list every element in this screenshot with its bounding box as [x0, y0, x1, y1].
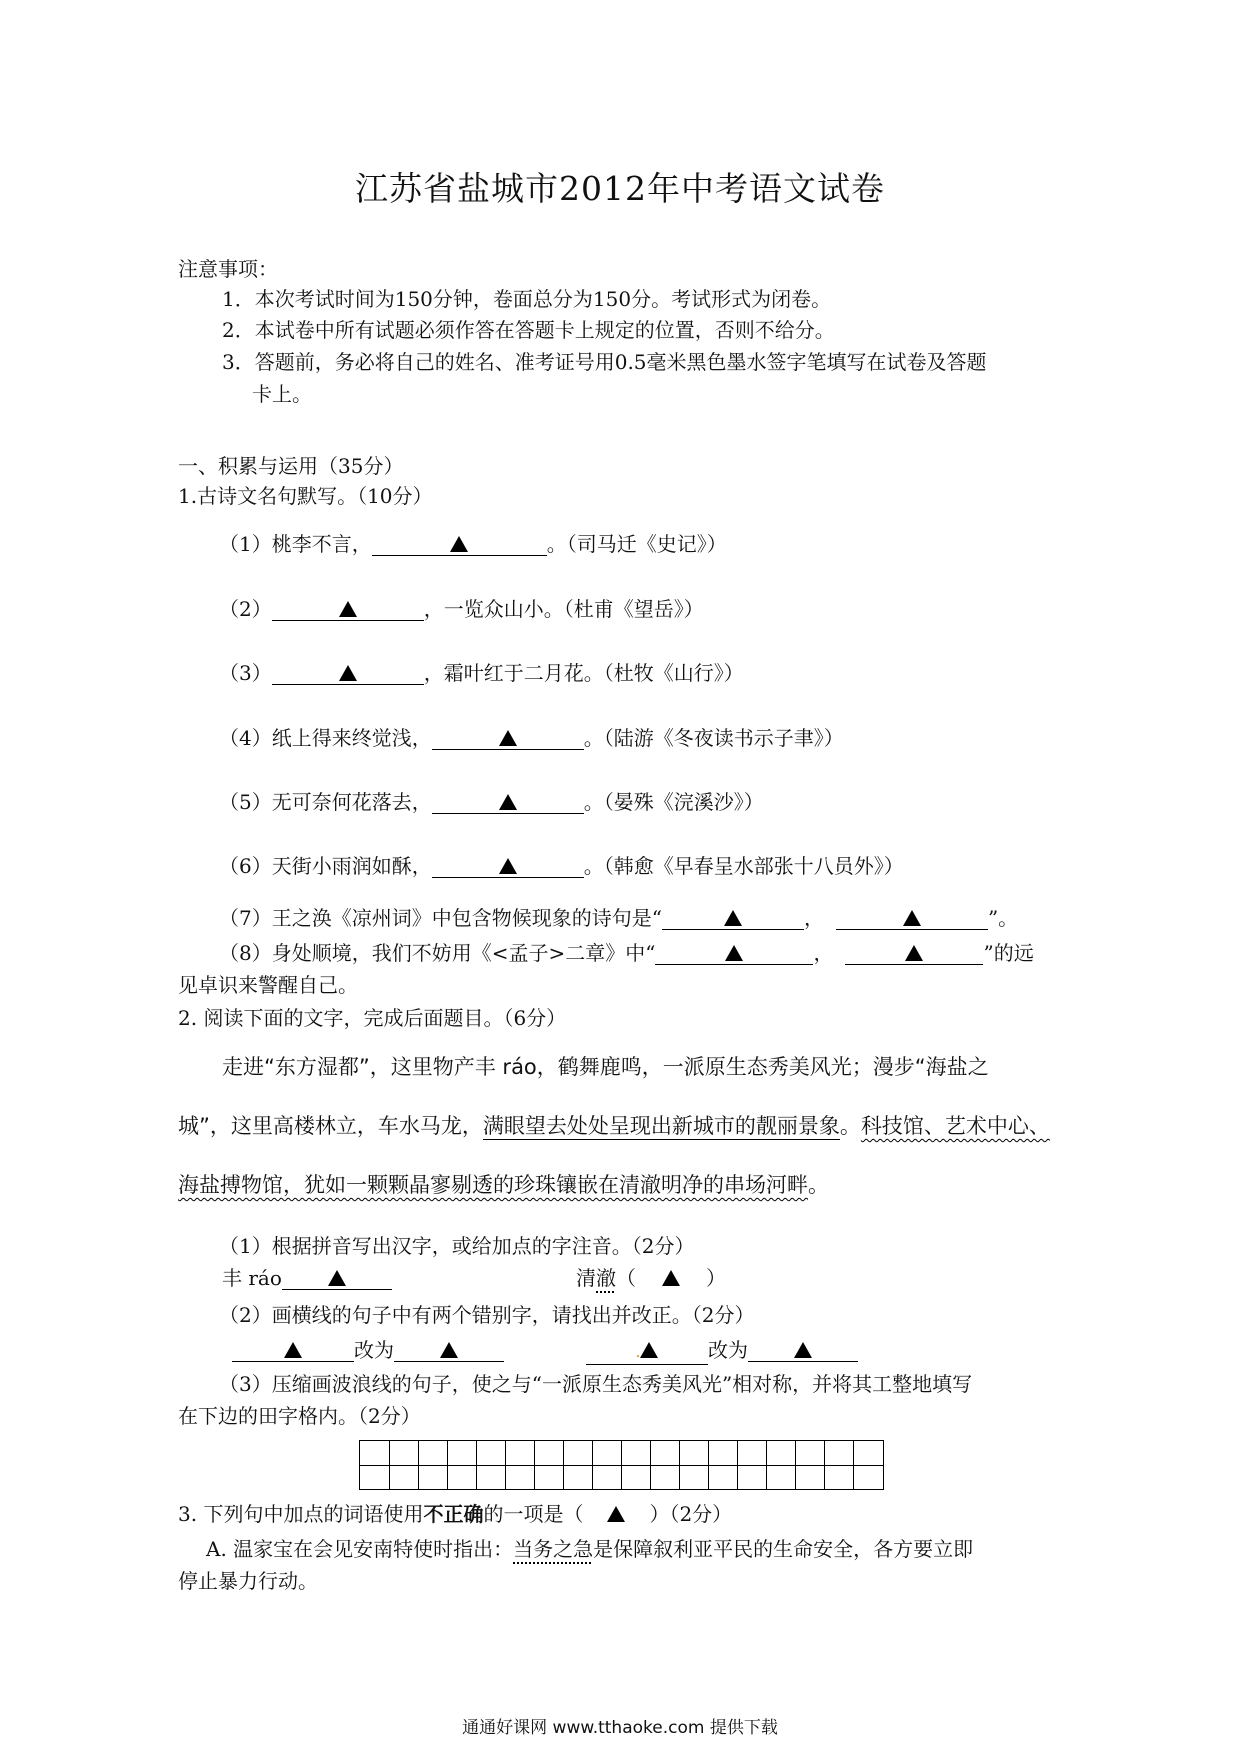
q1-item-7-post: ”。: [987, 906, 1019, 930]
q1-item-1: [219, 531, 727, 557]
q1-item-3-pre: （3）: [219, 661, 272, 685]
q3-prompt-pre: 3. 下列句中加点的词语使用: [178, 1502, 424, 1526]
triangle-icon: [328, 1270, 346, 1286]
triangle-icon: [640, 1342, 658, 1358]
change-to-label: 改为: [354, 1338, 394, 1362]
answer-grid[interactable]: [359, 1440, 884, 1490]
option-a-pre: A. 温家宝在会见安南特使时指出：: [206, 1537, 514, 1561]
q1-item-3: [219, 660, 744, 686]
q3-prompt-post: 的一项是（: [483, 1502, 584, 1526]
triangle-icon: [440, 1342, 458, 1358]
q2-sub-3: （3）压缩画波浪线的句子，使之与“一派原生态秀美风光”相对称，并将其工整地填写: [219, 1372, 973, 1396]
grid-divider: [650, 1441, 651, 1489]
q1-item-8-cont: 见卓识来警醒自己。: [178, 973, 358, 997]
grid-divider: [708, 1441, 709, 1489]
triangle-icon: [607, 1506, 625, 1522]
passage-text: 。: [839, 1114, 861, 1138]
q1-item-1-post: 。（司马迁《史记》）: [546, 532, 727, 556]
answer-blank[interactable]: [432, 855, 584, 878]
triangle-icon: [662, 1270, 680, 1286]
passage-text: 。: [808, 1173, 829, 1197]
q1-item-5: [219, 789, 764, 815]
q2-passage-line-2: [178, 1112, 1050, 1140]
q3-prompt-bold: 不正确: [423, 1502, 484, 1526]
triangle-icon: [339, 665, 357, 681]
answer-blank[interactable]: [432, 727, 584, 750]
q1-item-7-pre: （7）王之涣《凉州词》中包含物候现象的诗句是“: [219, 906, 662, 930]
underlined-sentence: 满眼望去处处呈现出新城市的靓丽景象: [482, 1114, 840, 1138]
wavy-sentence: 科技馆、艺术中心、: [860, 1114, 1050, 1138]
q1-item-7: [219, 905, 1018, 931]
q1-item-8-post: ”的远: [983, 941, 1034, 965]
q1-item-6: [219, 853, 904, 879]
triangle-icon: [724, 910, 742, 926]
dotted-char: 澈: [596, 1266, 616, 1290]
triangle-icon: [450, 536, 468, 552]
q3-option-a-cont: 停止暴力行动。: [178, 1569, 318, 1593]
grid-divider: [621, 1441, 622, 1489]
q1-item-4: [219, 725, 844, 751]
q1-item-6-pre: （6）天街小雨润如酥，: [219, 854, 432, 878]
paren-close: ）: [706, 1266, 726, 1290]
q1-item-8-mid: ，: [813, 941, 834, 965]
triangle-icon: [725, 945, 743, 961]
grid-divider: [853, 1441, 854, 1489]
q1-item-4-post: 。（陆游《冬夜读书示子聿》）: [583, 726, 844, 750]
wavy-sentence: ，犹如一颗颗晶寥剔透的珍珠镶嵌在清澈明净的串场河畔: [283, 1173, 808, 1197]
grid-divider: [766, 1441, 767, 1489]
answer-blank[interactable]: [432, 791, 584, 814]
option-a-post: 是保障叙利亚平民的生命安全，各方要立即: [593, 1537, 974, 1561]
notice-item-3-cont: 卡上。: [252, 382, 312, 406]
q1-item-2-pre: （2）: [219, 597, 272, 621]
answer-blank[interactable]: [282, 1267, 392, 1290]
answer-blank[interactable]: [655, 942, 813, 965]
paren-open: （: [616, 1266, 636, 1290]
section-heading: 一、积累与运用（35分）: [178, 454, 404, 478]
q1-item-2: [219, 596, 704, 622]
answer-blank[interactable]: [748, 1339, 858, 1362]
pinyin-label: 丰 ráo: [222, 1266, 282, 1290]
q2-passage-line-1: 走进“东方湿都”，这里物产丰 ráo，鹤舞鹿鸣，一派原生态秀美风光；漫步“海盐之: [222, 1055, 989, 1079]
triangle-icon: [284, 1342, 302, 1358]
grid-divider: [447, 1441, 448, 1489]
q1-item-1-pre: （1）桃李不言，: [219, 532, 372, 556]
triangle-icon: [905, 945, 923, 961]
passage-text: 城”，这里高楼林立，车水马龙，: [178, 1114, 483, 1138]
q1-prompt: 1.古诗文名句默写。（10分）: [178, 484, 433, 508]
triangle-icon: [499, 794, 517, 810]
notice-item-3: 3．答题前，务必将自己的姓名、准考证号用0.5毫米黑色墨水签字笔填写在试卷及答题: [222, 350, 987, 374]
grid-divider: [795, 1441, 796, 1489]
grid-divider: [824, 1441, 825, 1489]
q2-sub-1-answers: [222, 1265, 392, 1291]
triangle-icon: [903, 910, 921, 926]
change-to-label: 改为: [708, 1338, 748, 1362]
dotted-phrase: 当务之急: [513, 1537, 594, 1561]
grid-divider: [737, 1441, 738, 1489]
triangle-icon: [339, 601, 357, 617]
grid-divider: [679, 1441, 680, 1489]
q3-prompt-end: ）（2分）: [649, 1502, 733, 1526]
q1-item-8: [219, 940, 1034, 966]
q1-item-6-post: 。（韩愈《早春呈水部张十八员外》）: [583, 854, 904, 878]
wavy-sentence: 海盐搏物馆: [178, 1173, 283, 1197]
q2-sub-1: （1）根据拼音写出汉字，或给加点的字注音。（2分）: [219, 1234, 695, 1258]
answer-blank[interactable]: [394, 1339, 504, 1362]
answer-blank[interactable]: [662, 907, 804, 930]
footer-credit: 通通好课网 www.tthaoke.com 提供下载: [462, 1718, 778, 1738]
q2-passage-line-3: [178, 1171, 829, 1199]
triangle-icon: [794, 1342, 812, 1358]
grid-divider: [534, 1441, 535, 1489]
q2-sub-2-answers: [232, 1337, 504, 1363]
notice-heading: 注意事项：: [178, 257, 278, 281]
q2-prompt: 2. 阅读下面的文字，完成后面题目。（6分）: [178, 1006, 567, 1030]
q1-item-7-mid: ，: [803, 906, 824, 930]
q1-item-3-post: ，霜叶红于二月花。（杜牧《山行》）: [423, 661, 744, 685]
q2-sub-2: （2）画横线的句子中有两个错别字，请找出并改正。（2分）: [219, 1303, 755, 1327]
q3-option-a: [206, 1536, 973, 1562]
grid-divider: [418, 1441, 419, 1489]
q1-item-2-post: ，一览众山小。（杜甫《望岳》）: [423, 597, 704, 621]
answer-blank[interactable]: [586, 1339, 708, 1365]
answer-blank[interactable]: [845, 942, 983, 965]
notice-item-2: 2．本试卷中所有试题必须作答在答题卡上规定的位置，否则不给分。: [222, 318, 835, 342]
char-label: 清: [576, 1266, 596, 1290]
q3-prompt: [178, 1501, 732, 1527]
triangle-icon: [499, 730, 517, 746]
grid-divider: [592, 1441, 593, 1489]
answer-blank[interactable]: [583, 1501, 649, 1527]
q1-item-4-pre: （4）纸上得来终觉浅，: [219, 726, 432, 750]
grid-divider: [389, 1441, 390, 1489]
triangle-icon: [499, 858, 517, 874]
exam-title: 江苏省盐城市2012年中考语文试卷: [355, 169, 885, 208]
q1-item-5-post: 。（晏殊《浣溪沙》）: [583, 790, 764, 814]
answer-blank[interactable]: [372, 533, 547, 556]
notice-item-1: 1．本次考试时间为150分钟，卷面总分为150分。考试形式为闭卷。: [222, 287, 832, 311]
q1-item-8-pre: （8）身处顺境，我们不妨用《<孟子>二章》中“: [219, 941, 656, 965]
q2-sub-1-b: [576, 1265, 726, 1291]
answer-blank[interactable]: [232, 1339, 354, 1362]
q2-sub-3-cont: 在下边的田字格内。（2分）: [178, 1404, 421, 1428]
grid-divider: [505, 1441, 506, 1489]
stray-mark: .: [635, 1345, 641, 1361]
answer-blank[interactable]: [272, 662, 424, 685]
answer-blank[interactable]: [636, 1265, 706, 1291]
answer-blank[interactable]: [272, 598, 424, 621]
q1-item-5-pre: （5）无可奈何花落去，: [219, 790, 432, 814]
q2-sub-2-answers-b: [586, 1337, 858, 1365]
grid-divider: [563, 1441, 564, 1489]
answer-blank[interactable]: [836, 907, 988, 930]
grid-divider: [476, 1441, 477, 1489]
